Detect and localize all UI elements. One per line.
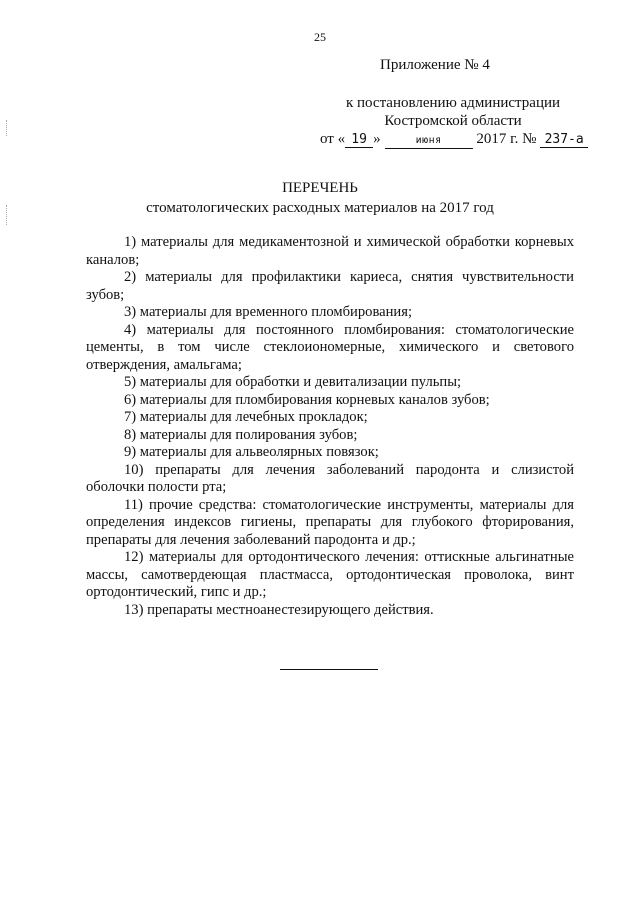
scan-margin-mark [6, 120, 8, 136]
closing-divider [280, 669, 378, 670]
list-item: 5) материалы для обработки и девитализации пульпы; [124, 374, 462, 390]
decree-line-2: Костромской области [384, 113, 522, 129]
list-item: 8) материалы для полирования зубов; [124, 426, 358, 443]
list-item: 7) материалы для лечебных прокладок; [124, 409, 368, 425]
decree-line-1: к постановлению администрации [345, 95, 561, 111]
list-item: 11) прочие средства: стоматологические инструменты, материалы для определения индексов гигиены, препараты для глубокого фторирования, препараты для лечения заболеваний пародонта и др.; [86, 496, 574, 548]
date-prefix: от « [320, 131, 346, 147]
decree-date [320, 131, 588, 149]
decree-reference [330, 94, 576, 130]
date-mid: » [373, 131, 381, 147]
list-item: 3) материалы для временного пломбирования; [124, 304, 413, 320]
page-number: 25 [314, 30, 326, 44]
list-item: 10) препараты для лечения заболеваний пародонта и слизистой оболочки полости рта; [86, 461, 574, 495]
list-item: 12) материалы для ортодонтического лечения: оттискные альгинатные массы, самотвердеющая пластмасса, ортодонтическая проволока, винт ортодонтический, гипс и др.; [86, 549, 574, 600]
materials-list [86, 234, 574, 619]
list-item: 2) материалы для профилактики кариеса, снятия чувствительности зубов; [86, 269, 574, 303]
list-item: 13) препараты местноанестезирующего действия. [124, 601, 434, 618]
list-item: 9) материалы для альвеолярных повязок; [124, 444, 379, 460]
list-item: 4) материалы для постоянного пломбирования: стоматологические цементы, в том числе стеклоиономерные, химического и светового отверждения, амальгама; [86, 321, 574, 373]
document-title: ПЕРЕЧЕНЬ [282, 180, 358, 196]
list-item: 6) материалы для пломбирования корневых каналов зубов; [124, 391, 490, 408]
document-subtitle: стоматологических расходных материалов на 2017 год [146, 200, 494, 216]
date-month: июня [385, 133, 473, 149]
date-day: 19 [345, 132, 373, 148]
list-item: 1) материалы для медикаментозной и химической обработки корневых каналов; [86, 234, 574, 268]
appendix-title: Приложение № 4 [380, 57, 490, 73]
date-year: 2017 г. № [476, 131, 537, 147]
decree-number: 237-а [540, 132, 588, 148]
